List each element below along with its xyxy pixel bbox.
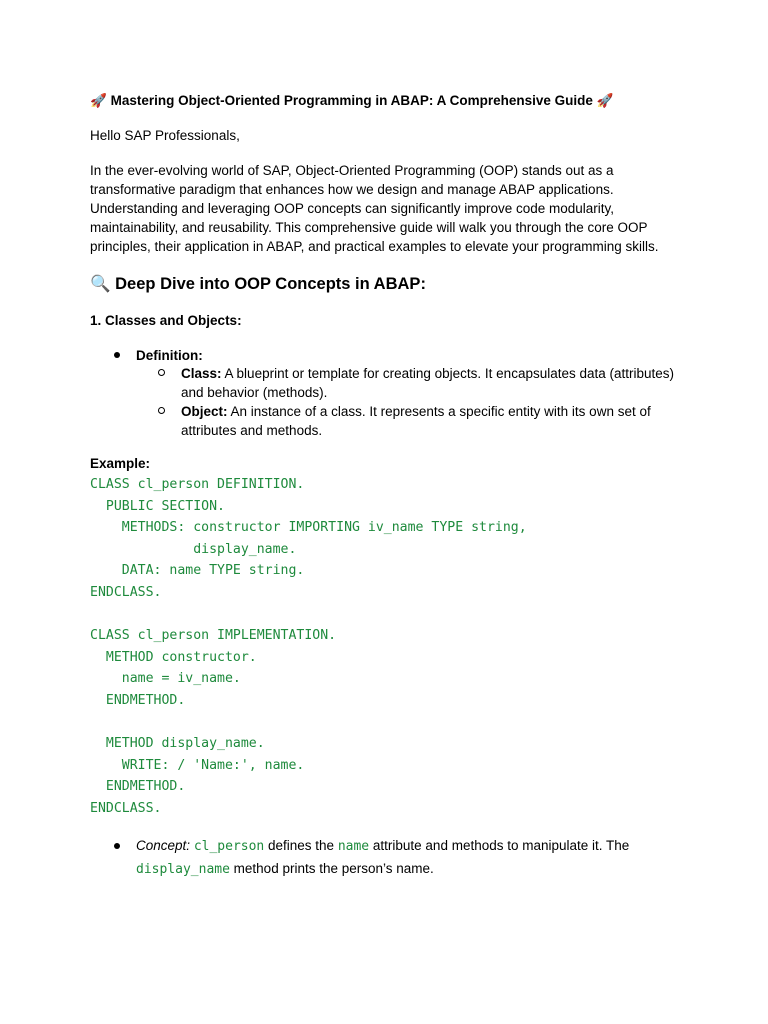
rocket-icon: 🚀 xyxy=(596,93,614,109)
concept-text-2: attribute and methods to manipulate it. The xyxy=(369,838,630,853)
code-block: CLASS cl_person DEFINITION. PUBLIC SECTION. METHODS: constructor IMPORTING iv_name TYPE string, display_name. DATA: name TYPE string. ENDCLASS. CLASS cl_person IMPLEMENTATION. METHOD constructor. name = iv_name. ENDMETHOD. METHOD display_name. WRITE: / 'Name:', name. ENDMETHOD. ENDCLASS. xyxy=(90,477,527,816)
bullet-ring-icon xyxy=(158,407,165,414)
rocket-icon: 🚀 xyxy=(90,93,107,109)
bullet-dot-icon xyxy=(114,843,120,849)
subsection-heading: 1. Classes and Objects: xyxy=(90,313,242,328)
bullet-ring-icon xyxy=(158,369,165,376)
definition-bullet xyxy=(114,346,203,365)
inline-code-method: display_name xyxy=(136,862,230,877)
object-label: Object: xyxy=(181,404,228,419)
intro-paragraph: In the ever-evolving world of SAP, Object-Oriented Programming (OOP) stands out as a transformative paradigm that enhances how we design and manage ABAP applications. Understanding and leveraging OOP concepts can significantly improve code modularity, maintainability, and reusability. This comprehensive guide will walk you through the core OOP principles, their application in ABAP, and practical examples to elevate your programming skills. xyxy=(90,163,659,254)
concept-text-1: defines the xyxy=(264,838,338,853)
magnifier-icon: 🔍 xyxy=(90,274,111,293)
object-definition: An instance of a class. It represents a specific entity with its own set of attributes and methods. xyxy=(181,404,651,438)
concept-bullet xyxy=(114,835,684,881)
document-title xyxy=(90,92,613,110)
concept-text-3: method prints the person’s name. xyxy=(229,861,434,876)
definition-label: Definition: xyxy=(136,348,203,363)
class-label: Class: xyxy=(181,366,222,381)
document-title-text: Mastering Object-Oriented Programming in ABAP: A Comprehensive Guide xyxy=(110,93,593,108)
class-bullet xyxy=(158,364,678,402)
section-heading xyxy=(90,273,426,295)
class-definition: A blueprint or template for creating objects. It encapsulates data (attributes) and behavior (methods). xyxy=(181,366,675,400)
inline-code-attribute: name xyxy=(337,839,370,854)
object-bullet xyxy=(158,402,678,440)
inline-code-class: cl_person xyxy=(193,839,265,854)
concept-label: Concept: xyxy=(136,838,191,853)
example-label: Example: xyxy=(90,456,151,471)
bullet-dot-icon xyxy=(114,352,120,358)
greeting: Hello SAP Professionals, xyxy=(90,128,240,143)
section-heading-text: Deep Dive into OOP Concepts in ABAP: xyxy=(115,275,426,293)
